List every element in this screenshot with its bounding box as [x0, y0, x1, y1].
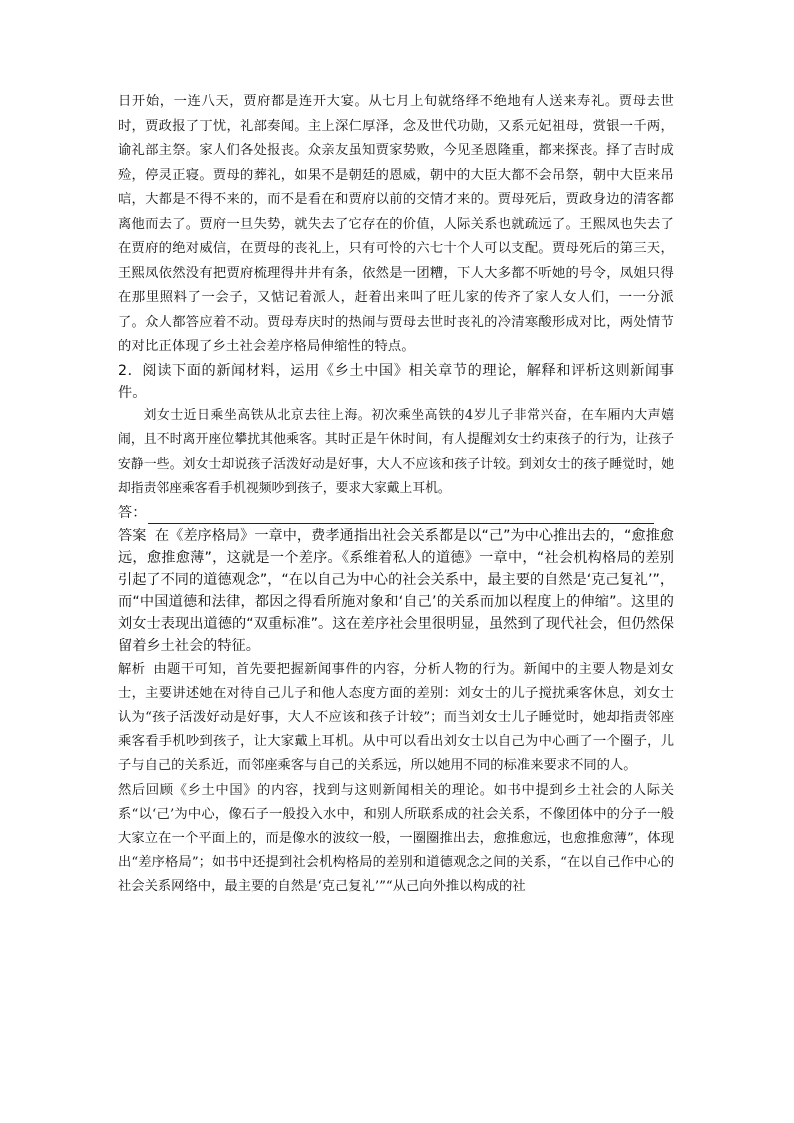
answer-prompt: 答：: [118, 504, 147, 521]
news-material: 刘女士近日乘坐高铁从北京去往上海。初次乘坐高铁的4岁儿子非常兴奋，在车厢内大声嬉闹，且不时离开座位攀扰其他乘客。其时正是午休时间，有人提醒刘女士约束孩子的行为，让孩子安静一些。刘女士却说孩子活泼好动是好事，大人不应该和孩子计较。到刘女士的孩子睡觉时，她却指责邻座乘客看手机视频吵到孩子，要求大家戴上耳机。: [118, 407, 674, 496]
answer-label: 答案: [118, 527, 147, 544]
answer-prompt-line: [118, 502, 674, 524]
answer-paragraph: [118, 525, 674, 657]
answer-blank: [148, 509, 654, 524]
analysis-text-1: 由题干可知，首先要把握新闻事件的内容，分析人物的行为。新闻中的主要人物是刘女士，主要讲述她在对待自己儿子和他人态度方面的差别：刘女士的儿子搅扰乘客休息，刘女士认为“孩子活泼好动是好事，大人不应该和孩子计较”；而当刘女士儿子睡觉时，她却指责邻座乘客看手机吵到孩子，让大家戴上耳机。从中可以看出刘女士以自己为中心画了一个圈子，儿子与自己的关系近，而邻座乘客与自己的关系远，所以她用不同的标准来要求不同的人。: [118, 661, 675, 773]
analysis-label: 解析: [118, 661, 146, 677]
page-content: [118, 90, 674, 899]
analysis-paragraph-2: 然后回顾《乡土中国》的内容，找到与这则新闻相关的理论。如书中提到乡土社会的人际关系“以‘己’为中心，像石子一般投入水中，和别人所联系成的社会关系，不像团体中的分子一般大家立在一个平面上的，而是像水的波纹一般，一圈圈推出去，愈推愈远，也愈推愈薄”，体现出“差序格局”；如书中还提到社会机构格局的差别和道德观念之间的关系，“在以自己作中心的社会关系网络中，最主要的自然是‘克己复礼’”“从己向外推以构成的社: [118, 782, 674, 894]
question-2: 2．阅读下面的新闻材料，运用《乡土中国》相关章节的理论，解释和评析这则新闻事件。: [118, 362, 674, 401]
analysis-paragraph: [118, 658, 674, 778]
answer-text: 在《差序格局》一章中，费孝通指出社会关系都是以“己”为中心推出去的，“愈推愈远，愈推愈薄”，这就是一个差序。《系维着私人的道德》一章中，“社会机构格局的差别引起了不同的道德观念”，“在以自己为中心的社会关系中，最主要的自然是‘克己复礼’”，而“中国道德和法律，都因之得看所施对象和‘自己’的关系而加以程度上的伸缩”。这里的刘女士表现出道德的“双重标准”。这在差序社会里很明显，虽然到了现代社会，但仍然保留着乡土社会的特征。: [118, 527, 675, 654]
intro-paragraph: 日开始，一连八天，贾府都是连开大宴。从七月上旬就络绎不绝地有人送来寿礼。贾母去世时，贾政报了丁忧，礼部奏闻。主上深仁厚泽，念及世代功勋，又系元妃祖母，赏银一千两，谕礼部主祭。家人们各处报丧。众亲友虽知贾家势败，今见圣恩隆重，都来探丧。择了吉时成殓，停灵正寝。贾母的葬礼，如果不是朝廷的恩威，朝中的大臣大都不会吊祭，朝中大臣来吊唁，大都是不得不来的，而不是看在和贾府以前的交情才来的。贾母死后，贾政身边的清客都离他而去了。贾府一旦失势，就失去了它存在的价值，人际关系也就疏远了。王熙凤也失去了在贾府的绝对威信，在贾母的丧礼上，只有可怜的六七十个人可以支配。贾母死后的第三天，王熙凤依然没有把贾府梳理得井井有条，依然是一团糟，下人大多都不听她的号令，凤姐只得在那里照料了一会子，又惦记着派人，赶着出来叫了旺儿家的传齐了家人女人们，一一分派了。众人都答应着不动。贾母寿庆时的热闹与贾母去世时丧礼的冷清寒酸形成对比，两处情节的对比正体现了乡土社会差序格局伸缩性的特点。: [118, 94, 674, 354]
